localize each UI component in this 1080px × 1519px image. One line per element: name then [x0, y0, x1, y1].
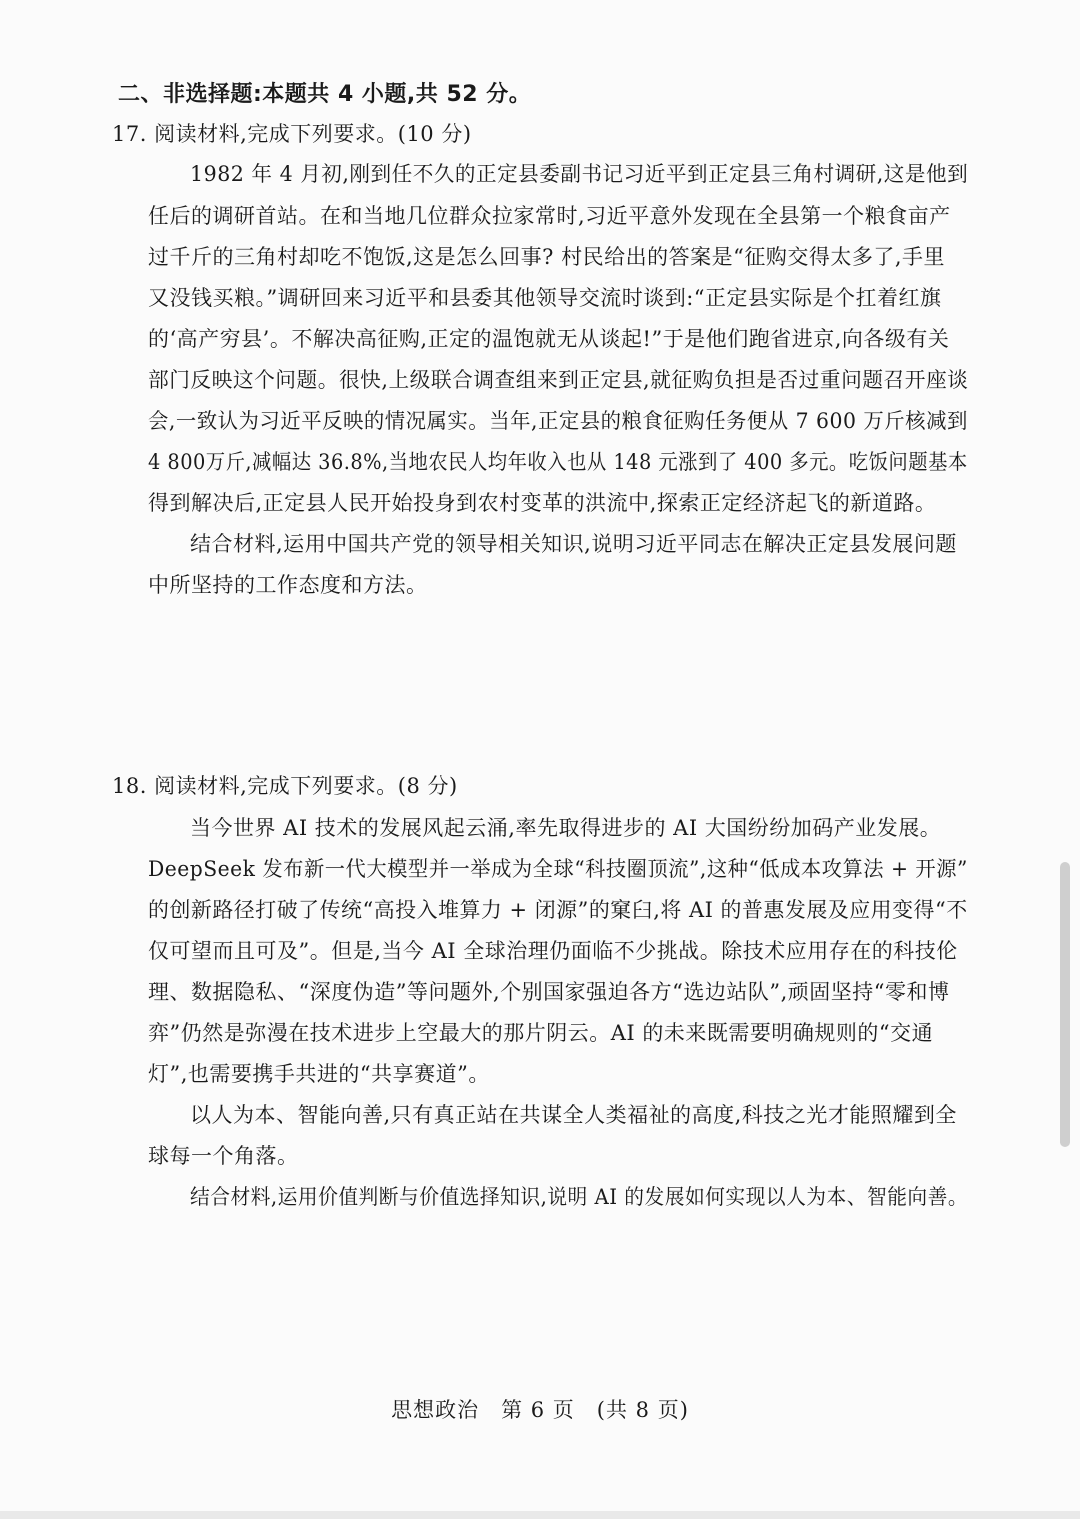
q17-task-line: 中所坚持的工作态度和方法。	[148, 573, 428, 597]
q18-material-line: 灯”,也需要携手共进的“共享赛道”。	[148, 1062, 490, 1086]
q18-material-line: DeepSeek 发布新一代大模型并一举成为全球“科技圈顶流”,这种“低成本攻算法 + 开源”	[148, 857, 968, 881]
q17-material-line: 任后的调研首站。在和当地几位群众拉家常时,习近平意外发现在全县第一个粮食亩产	[148, 204, 951, 228]
q17-material-line: 4 800万斤,减幅达 36.8%,当地农民人均年收入也从 148 元涨到了 400 多元。吃饭问题基本	[148, 450, 968, 474]
q18-material-line: 弈”仍然是弥漫在技术进步上空最大的那片阴云。AI 的未来既需要明确规则的“交通	[148, 1021, 934, 1045]
q18-material-line: 的创新路径打破了传统“高投入堆算力 + 闭源”的窠臼,将 AI 的普惠发展及应用变得“不	[148, 898, 968, 922]
q17-material-line: 部门反映这个问题。很快,上级联合调查组来到正定县,就征购负担是否过重问题召开座谈	[148, 368, 969, 392]
q18-title: 18. 阅读材料,完成下列要求。(8 分)	[112, 774, 458, 798]
section-heading: 二、非选择题:本题共 4 小题,共 52 分。	[118, 82, 532, 107]
q17-material-line: 又没钱买粮。”调研回来习近平和县委其他领导交流时谈到:“正定县实际是个扛着红旗	[148, 286, 942, 310]
q17-material-line: 1982 年 4 月初,刚到任不久的正定县委副书记习近平到正定县三角村调研,这是他到	[190, 162, 969, 186]
q18-material-line: 理、数据隐私、“深度伪造”等问题外,个别国家强迫各方“选边站队”,顽固坚持“零和博	[148, 980, 950, 1004]
q17-material-line: 会,一致认为习近平反映的情况属实。当年,正定县的粮食征购任务便从 7 600 万斤核减到	[148, 409, 968, 433]
q18-task-line: 结合材料,运用价值判断与价值选择知识,说明 AI 的发展如何实现以人为本、智能向善。	[190, 1185, 969, 1209]
q17-material-line: 得到解决后,正定县人民开始投身到农村变革的洪流中,探索正定经济起飞的新道路。	[148, 491, 937, 515]
q17-material-line: 过千斤的三角村却吃不饱饭,这是怎么回事? 村民给出的答案是“征购交得太多了,手里	[148, 245, 946, 269]
q17-task-line: 结合材料,运用中国共产党的领导相关知识,说明习近平同志在解决正定县发展问题	[190, 532, 957, 556]
page-footer: 思想政治 第 6 页 (共 8 页)	[391, 1398, 689, 1422]
q18-material-line: 仅可望而且可及”。但是,当今 AI 全球治理仍面临不少挑战。除技术应用存在的科技伦	[148, 939, 958, 963]
q17-material-line: 的‘高产穷县’。不解决高征购,正定的温饱就无从谈起!”于是他们跑省进京,向各级有关	[148, 327, 950, 351]
scrollbar-thumb[interactable]	[1060, 862, 1070, 1147]
q18-material-line: 当今世界 AI 技术的发展风起云涌,率先取得进步的 AI 大国纷纷加码产业发展。	[190, 816, 942, 840]
q17-title: 17. 阅读材料,完成下列要求。(10 分)	[112, 122, 472, 146]
q18-quote-line: 球每一个角落。	[148, 1144, 299, 1168]
bottom-edge	[0, 1511, 1080, 1519]
q18-quote-line: 以人为本、智能向善,只有真正站在共谋全人类福祉的高度,科技之光才能照耀到全	[190, 1103, 957, 1127]
